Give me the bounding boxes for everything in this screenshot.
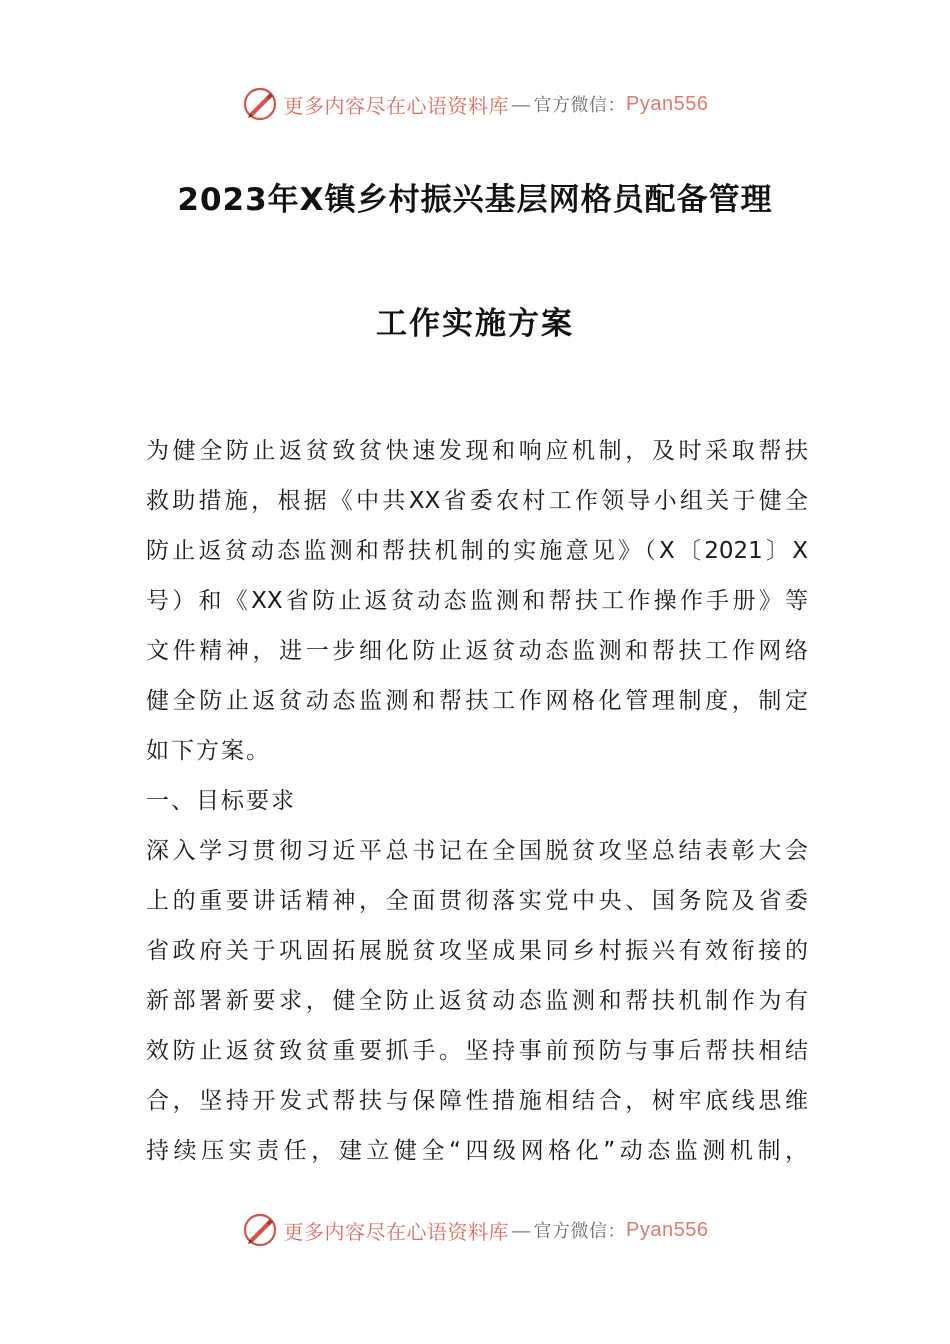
paragraph-1-line: 号）和《XX省防止返贫动态监测和帮扶工作操作手册》等 — [146, 588, 808, 614]
paragraph-1-line: 文件精神，进一步细化防止返贫动态监测和帮扶工作网络 — [146, 638, 808, 664]
document-body — [146, 426, 808, 1176]
paragraph-2-line: 深入学习贯彻习近平总书记在全国脱贫攻坚总结表彰大会 — [146, 838, 808, 864]
paragraph-2-line: 效防止返贫致贫重要抓手。坚持事前预防与事后帮扶相结 — [146, 1038, 808, 1064]
paragraph-1-line: 如下方案。 — [146, 738, 271, 764]
paragraph-2-line: 合，坚持开发式帮扶与保障性措施相结合，树牢底线思维 — [146, 1088, 808, 1114]
pen-logo-icon — [242, 86, 278, 122]
paragraph-1-line: 救助措施，根据《中共XX省委农村工作领导小组关于健全 — [146, 488, 808, 514]
watermark-official-label: 官方微信： — [533, 95, 627, 116]
paragraph-2-line: 持续压实责任，建立健全“四级网格化”动态监测机制， — [146, 1138, 808, 1164]
watermark-brand: 更多内容尽在心语资料库 — [283, 93, 510, 118]
paragraph-2-line: 上的重要讲话精神，全面贯彻落实党中央、国务院及省委 — [146, 888, 808, 914]
watermark-official-label: 官方微信： — [533, 1221, 627, 1242]
watermark-wechat-id: Pyan556 — [626, 92, 709, 115]
paragraph-1-line: 为健全防止返贫致贫快速发现和响应机制，及时采取帮扶 — [146, 438, 808, 464]
watermark-separator: — — [511, 92, 532, 116]
watermark-brand: 更多内容尽在心语资料库 — [283, 1219, 510, 1244]
watermark-wechat-id: Pyan556 — [626, 1218, 709, 1241]
paragraph-2-line: 省政府关于巩固拓展脱贫攻坚成果同乡村振兴有效衔接的 — [146, 938, 808, 964]
header-watermark — [0, 84, 950, 124]
watermark-separator: — — [511, 1218, 532, 1242]
document-title-line-1: 2023年X镇乡村振兴基层网格员配备管理 — [177, 182, 773, 218]
paragraph-1-line: 健全防止返贫动态监测和帮扶工作网格化管理制度，制定 — [146, 688, 808, 714]
footer-watermark — [0, 1210, 950, 1250]
pen-logo-icon — [242, 1212, 278, 1248]
paragraph-1-line: 防止返贫动态监测和帮扶机制的实施意见》（X〔2021〕X — [146, 538, 808, 564]
section-1-heading: 一、目标要求 — [146, 788, 296, 814]
paragraph-2-line: 新部署新要求，健全防止返贫动态监测和帮扶机制作为有 — [146, 988, 808, 1014]
document-title-line-2: 工作实施方案 — [376, 306, 574, 342]
